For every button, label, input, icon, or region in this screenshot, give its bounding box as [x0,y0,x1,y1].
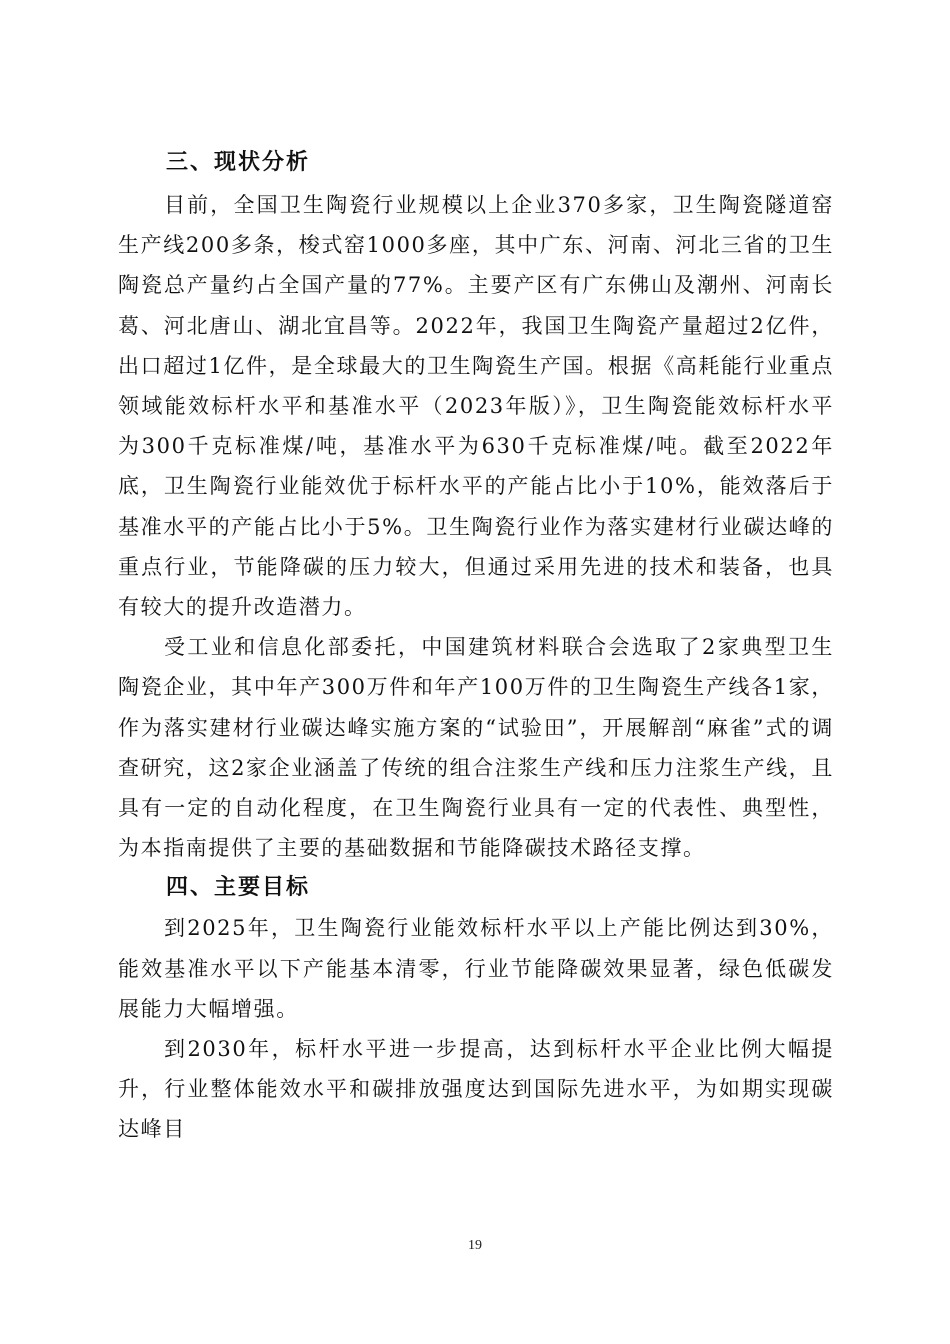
page-number: 19 [468,1238,482,1253]
section-heading-main-goals: 四、主要目标 [166,875,311,901]
paragraph-goal-2030: 到2030年，标杆水平进一步提高，达到标杆水平企业比例大幅提升，行业整体能效水平和碳排放强度达到国际先进水平，为如期实现碳达峰目 [118,1037,834,1142]
paragraph-goal-2025: 到2025年，卫生陶瓷行业能效标杆水平以上产能比例达到30%，能效基准水平以下产能基本清零，行业节能降碳效果显著，绿色低碳发展能力大幅增强。 [118,916,834,1021]
section-heading-status-analysis: 三、现状分析 [166,150,311,175]
paragraph-pilot-study: 受工业和信息化部委托，中国建筑材料联合会选取了2家典型卫生陶瓷企业，其中年产300万件和年产100万件的卫生陶瓷生产线各1家，作为落实建材行业碳达峰实施方案的“试验田”，开展解剖“麻雀”式的调查研究，这2家企业涵盖了传统的组合注浆生产线和压力注浆生产线，且具有一定的自动化程度，在卫生陶瓷行业具有一定的代表性、典型性，为本指南提供了主要的基础数据和节能降碳技术路径支撑。 [118,635,834,861]
document-body [118,143,834,1150]
paragraph-industry-overview: 目前，全国卫生陶瓷行业规模以上企业370多家，卫生陶瓷隧道窑生产线200多条，梭式窑1000多座，其中广东、河南、河北三省的卫生陶瓷总产量约占全国产量的77%。主要产区有广东佛山及潮州、河南长葛、河北唐山、湖北宜昌等。2022年，我国卫生陶瓷产量超过2亿件，出口超过1亿件，是全球最大的卫生陶瓷生产国。根据《高耗能行业重点领域能效标杆水平和基准水平（2023年版）》，卫生陶瓷能效标杆水平为300千克标准煤/吨，基准水平为630千克标准煤/吨。截至2022年底，卫生陶瓷行业能效优于标杆水平的产能占比小于10%，能效落后于基准水平的产能占比小于5%。卫生陶瓷行业作为落实建材行业碳达峰的重点行业，节能降碳的压力较大，但通过采用先进的技术和装备，也具有较大的提升改造潜力。 [118,193,834,620]
